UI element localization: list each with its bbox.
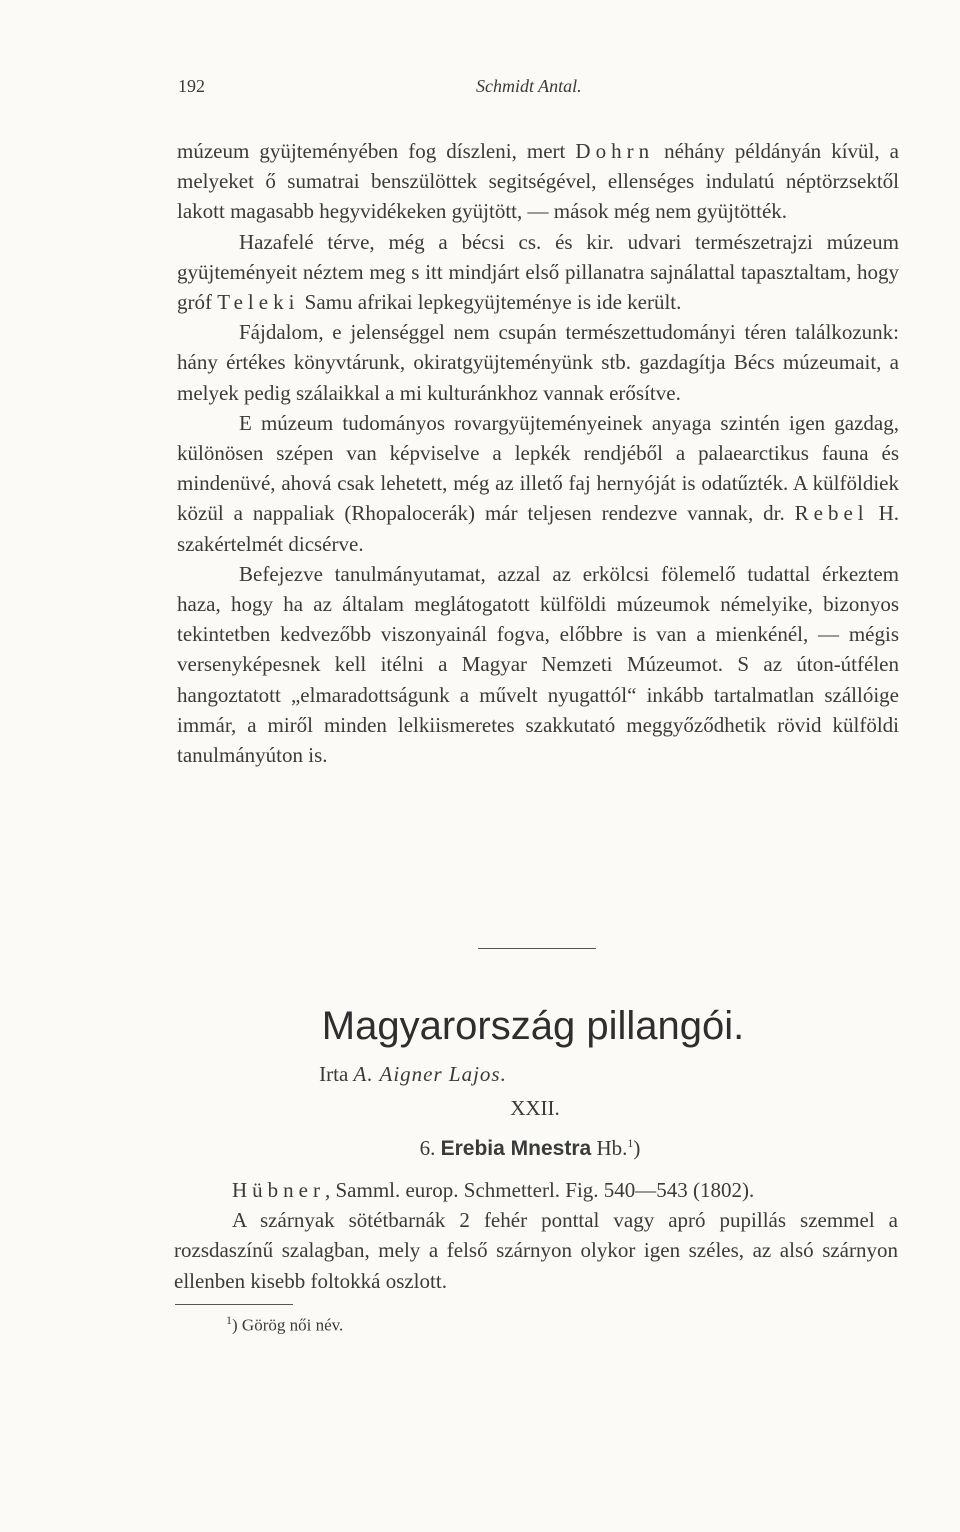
description: A szárnyak sötétbarnák 2 fehér ponttal vagy apró pupillás szemmel a rozsdaszínű szalagban, mely a felső szárnyon olykor igen széles, az alsó szárnyon ellenben kisebb foltokká oszlott. — [174, 1208, 898, 1293]
paragraph: Fájdalom, e jelenséggel nem csupán természettudományi téren találkozunk: hány értékes könyvtárunk, okiratgyüjteményünk stb. gazdagítja Bécs múzeumait, a melyek pedig szálaikkal a mi kulturánkhoz vannak erősítve. — [177, 320, 899, 405]
footnote-ref: 1 — [627, 1136, 634, 1150]
body-text — [177, 136, 899, 770]
byline — [0, 1062, 826, 1087]
spaced-name-rebel: Rebel — [794, 501, 869, 526]
footnote-text: Görög női név. — [241, 1315, 344, 1335]
species-text — [174, 1175, 898, 1296]
footnote: $^1$) Görög női név. — [226, 1313, 344, 1335]
spaced-name-dohrn: Dohrn — [575, 139, 655, 163]
paragraph: Hazafelé térve, még a bécsi cs. és kir. udvari természetrajzi múzeum gyüjteményeit néztem meg s itt mindjárt első pillanatra sajnálattal tapasztaltam, hogy gróf Teleki Samu afrikai lepkegyüjteménye is ide került. — [177, 229, 899, 315]
article-number: XXII. — [510, 1096, 560, 1120]
footnote-divider — [175, 1304, 293, 1305]
running-title: Schmidt Antal. — [476, 76, 582, 96]
footnote-mark: 1 — [226, 1313, 232, 1327]
author: A. Aigner Lajos. — [353, 1062, 507, 1086]
paragraph: Befejezve tanulmányutamat, azzal az erkölcsi fölemelő tudattal érkeztem haza, hogy ha az általam meglátogatott külföldi múzeumok némelyike, bizonyos tekintetben kedvezőbb viszonyainál fogva, előbbre is van a mienkénél, — mégis versenyképesnek kell itélni a Magyar Nemzeti Múzeumot. S az úton-útfélen hangoztatott „elmaradottságunk a művelt nyugattól“ inkább tartalmatlan szállóige immár, a miről minden lelkiismeretes szakkutató meggyőződhetik rövid külföldi tanulmányúton is. — [177, 561, 899, 768]
page-header — [178, 76, 900, 100]
reference-author: Hübner — [232, 1178, 325, 1202]
species-authority: Hb. — [596, 1136, 628, 1160]
species-name: Erebia Mnestra — [440, 1137, 592, 1160]
species-heading: 6. Erebia Mnestra Hb.$^1$) — [419, 1136, 641, 1160]
section-divider — [478, 948, 596, 949]
spaced-name-teleki: Teleki — [217, 290, 300, 315]
paragraph: múzeum gyüjteményében fog díszleni, mert Dohrn néhány példányán kívül, a melyeket ő sumatrai benszülöttek segitségével, ellenséges indulatú néptörzsektől lakott magasabb hegyvidékeken gyüjtött, — mások még nem gyüjtötték. — [177, 139, 899, 224]
species-number: 6. — [419, 1136, 436, 1160]
byline-prefix: Irta — [319, 1062, 349, 1086]
article-title: Magyarország pillangói. — [321, 1004, 745, 1048]
reference: Hübner, Samml. europ. Schmetterl. Fig. 540—543 (1802). — [232, 1178, 755, 1202]
paragraph: E múzeum tudományos rovargyüjteményeinek anyaga szintén igen gazdag, különösen szépen van képviselve a lepkék rendjéből a palaearctikus fauna és mindenüvé, ahová csak lehetett, még az illető faj hernyóját is odatűzték. A külföldiek közül a nappaliak (Rhopalocerák) már teljesen rendezve vannak, dr. Rebel H. szakértelmét dicsérve. — [177, 410, 899, 556]
page-number: 192 — [178, 76, 205, 96]
